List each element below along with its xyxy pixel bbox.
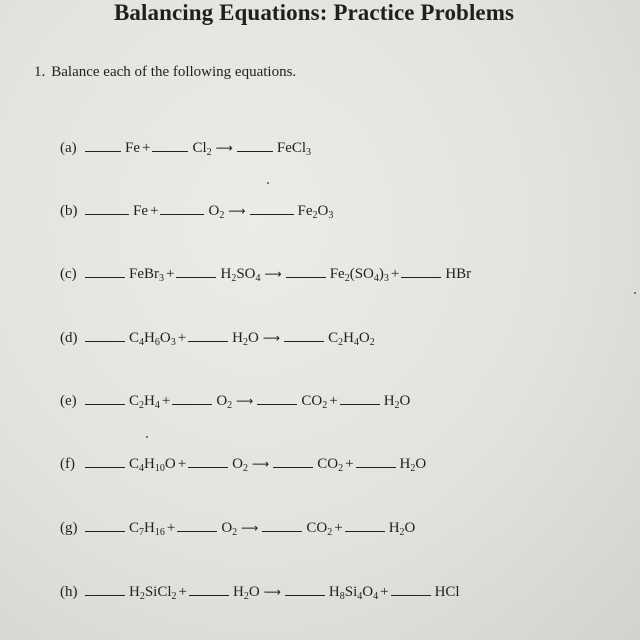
- coefficient-blank[interactable]: [273, 467, 313, 468]
- coefficient-blank[interactable]: [250, 214, 294, 215]
- plus-sign: +: [166, 266, 175, 282]
- coefficient-blank[interactable]: [85, 404, 125, 405]
- plus-sign: +: [166, 520, 176, 536]
- coefficient-blank[interactable]: [188, 467, 228, 468]
- coefficient-blank[interactable]: [286, 277, 326, 278]
- page-title: Balancing Equations: Practice Problems: [113, 0, 515, 25]
- equation-label: (f): [60, 456, 75, 472]
- coefficient-blank[interactable]: [340, 404, 380, 405]
- equation-row: [60, 203, 333, 220]
- coefficient-blank[interactable]: [285, 595, 325, 596]
- paper-speck: [634, 292, 636, 294]
- coefficient-blank[interactable]: [160, 214, 204, 215]
- chemical-formula: $C_4H_{10}O$: [129, 456, 176, 474]
- coefficient-blank[interactable]: [85, 467, 125, 468]
- instruction: [34, 64, 296, 81]
- plus-sign: +: [380, 584, 389, 600]
- coefficient-blank[interactable]: [345, 531, 385, 532]
- plus-sign: +: [329, 393, 338, 409]
- chemical-formula: $H_2O$: [232, 330, 259, 348]
- reaction-arrow-icon: ⟶: [264, 267, 282, 281]
- coefficient-blank[interactable]: [237, 151, 273, 152]
- plus-sign: +: [142, 140, 151, 156]
- plus-sign: +: [334, 520, 343, 536]
- reaction-arrow-icon: ⟶: [252, 457, 270, 471]
- equation-row: [60, 520, 415, 537]
- equation-row: [60, 140, 311, 157]
- equation-label: (e): [60, 393, 77, 409]
- reaction-arrow-icon: ⟶: [215, 141, 233, 155]
- plus-sign: +: [177, 456, 187, 472]
- coefficient-blank[interactable]: [189, 595, 229, 596]
- question-number: 1.: [34, 64, 46, 80]
- plus-sign: +: [390, 266, 400, 282]
- chemical-formula: $O_2$: [216, 393, 233, 411]
- coefficient-blank[interactable]: [177, 531, 217, 532]
- chemical-formula: HCl: [434, 584, 460, 600]
- paper-speck: [267, 182, 269, 184]
- chemical-formula: HBr: [445, 266, 472, 282]
- equation-row: [60, 266, 471, 283]
- chemical-formula: $H_2O$: [233, 584, 260, 602]
- equation-label: (d): [60, 330, 78, 346]
- chemical-formula: FeBr$_3$: [129, 266, 164, 284]
- chemical-formula: $C_7H_{16}$: [129, 520, 165, 538]
- coefficient-blank[interactable]: [85, 595, 125, 596]
- chemical-formula: $C_4H_6O_3$: [129, 330, 176, 348]
- coefficient-blank[interactable]: [284, 341, 324, 342]
- reaction-arrow-icon: ⟶: [263, 585, 281, 599]
- coefficient-blank[interactable]: [176, 277, 216, 278]
- chemical-formula: $CO_2$: [301, 393, 328, 411]
- chemical-formula: $C_2H_4$: [129, 393, 160, 411]
- chemical-formula: $H_2SiCl_2$: [129, 584, 177, 602]
- coefficient-blank[interactable]: [262, 531, 302, 532]
- coefficient-blank[interactable]: [85, 214, 129, 215]
- reaction-arrow-icon: ⟶: [262, 331, 281, 345]
- coefficient-blank[interactable]: [356, 467, 396, 468]
- coefficient-blank[interactable]: [391, 595, 431, 596]
- equation-label: (c): [60, 266, 77, 282]
- coefficient-blank[interactable]: [85, 531, 125, 532]
- plus-sign: +: [161, 393, 171, 409]
- plus-sign: +: [150, 203, 159, 219]
- chemical-formula: $H_2SO_4$: [220, 266, 261, 284]
- equation-row: [60, 584, 460, 601]
- reaction-arrow-icon: ⟶: [236, 394, 254, 408]
- coefficient-blank[interactable]: [188, 341, 228, 342]
- chemical-formula: $CO_2$: [317, 456, 344, 474]
- chemical-formula: Fe: [125, 140, 140, 156]
- coefficient-blank[interactable]: [257, 404, 297, 405]
- chemical-formula: $H_2O$: [388, 520, 416, 538]
- instruction-text: Balance each of the following equations.: [51, 64, 297, 80]
- equation-row: [60, 330, 375, 347]
- equation-label: (g): [60, 520, 78, 536]
- equation-row: [60, 456, 426, 473]
- chemical-formula: $O_2$: [208, 203, 225, 221]
- coefficient-blank[interactable]: [85, 277, 125, 278]
- plus-sign: +: [345, 456, 354, 472]
- plus-sign: +: [177, 330, 187, 346]
- chemical-formula: $Fe_2O_3$: [297, 203, 334, 221]
- equation-label: (a): [60, 140, 77, 156]
- chemical-formula: $Fe_2(SO_4)_3$: [329, 266, 389, 284]
- chemical-formula: $C_2H_4O_2$: [328, 330, 375, 348]
- reaction-arrow-icon: ⟶: [241, 521, 259, 535]
- plus-sign: +: [178, 584, 187, 600]
- chemical-formula: $H_2O$: [399, 456, 427, 474]
- coefficient-blank[interactable]: [85, 341, 125, 342]
- coefficient-blank[interactable]: [401, 277, 441, 278]
- equation-row: [60, 393, 410, 410]
- coefficient-blank[interactable]: [152, 151, 188, 152]
- chemical-formula: FeCl$_3$: [276, 140, 312, 158]
- equation-label: (b): [60, 203, 78, 219]
- paper-speck: [146, 436, 148, 438]
- chemical-formula: $O_2$: [232, 456, 249, 474]
- chemical-formula: $H_2O$: [383, 393, 411, 411]
- chemical-formula: $CO_2$: [306, 520, 333, 538]
- chemical-formula: $Cl_2$: [192, 140, 212, 158]
- chemical-formula: $H_8Si_4O_4$: [328, 584, 379, 602]
- equation-label: (h): [60, 584, 78, 600]
- coefficient-blank[interactable]: [85, 151, 121, 152]
- reaction-arrow-icon: ⟶: [228, 204, 246, 218]
- chemical-formula: $O_2$: [221, 520, 238, 538]
- coefficient-blank[interactable]: [172, 404, 212, 405]
- chemical-formula: Fe: [133, 203, 148, 219]
